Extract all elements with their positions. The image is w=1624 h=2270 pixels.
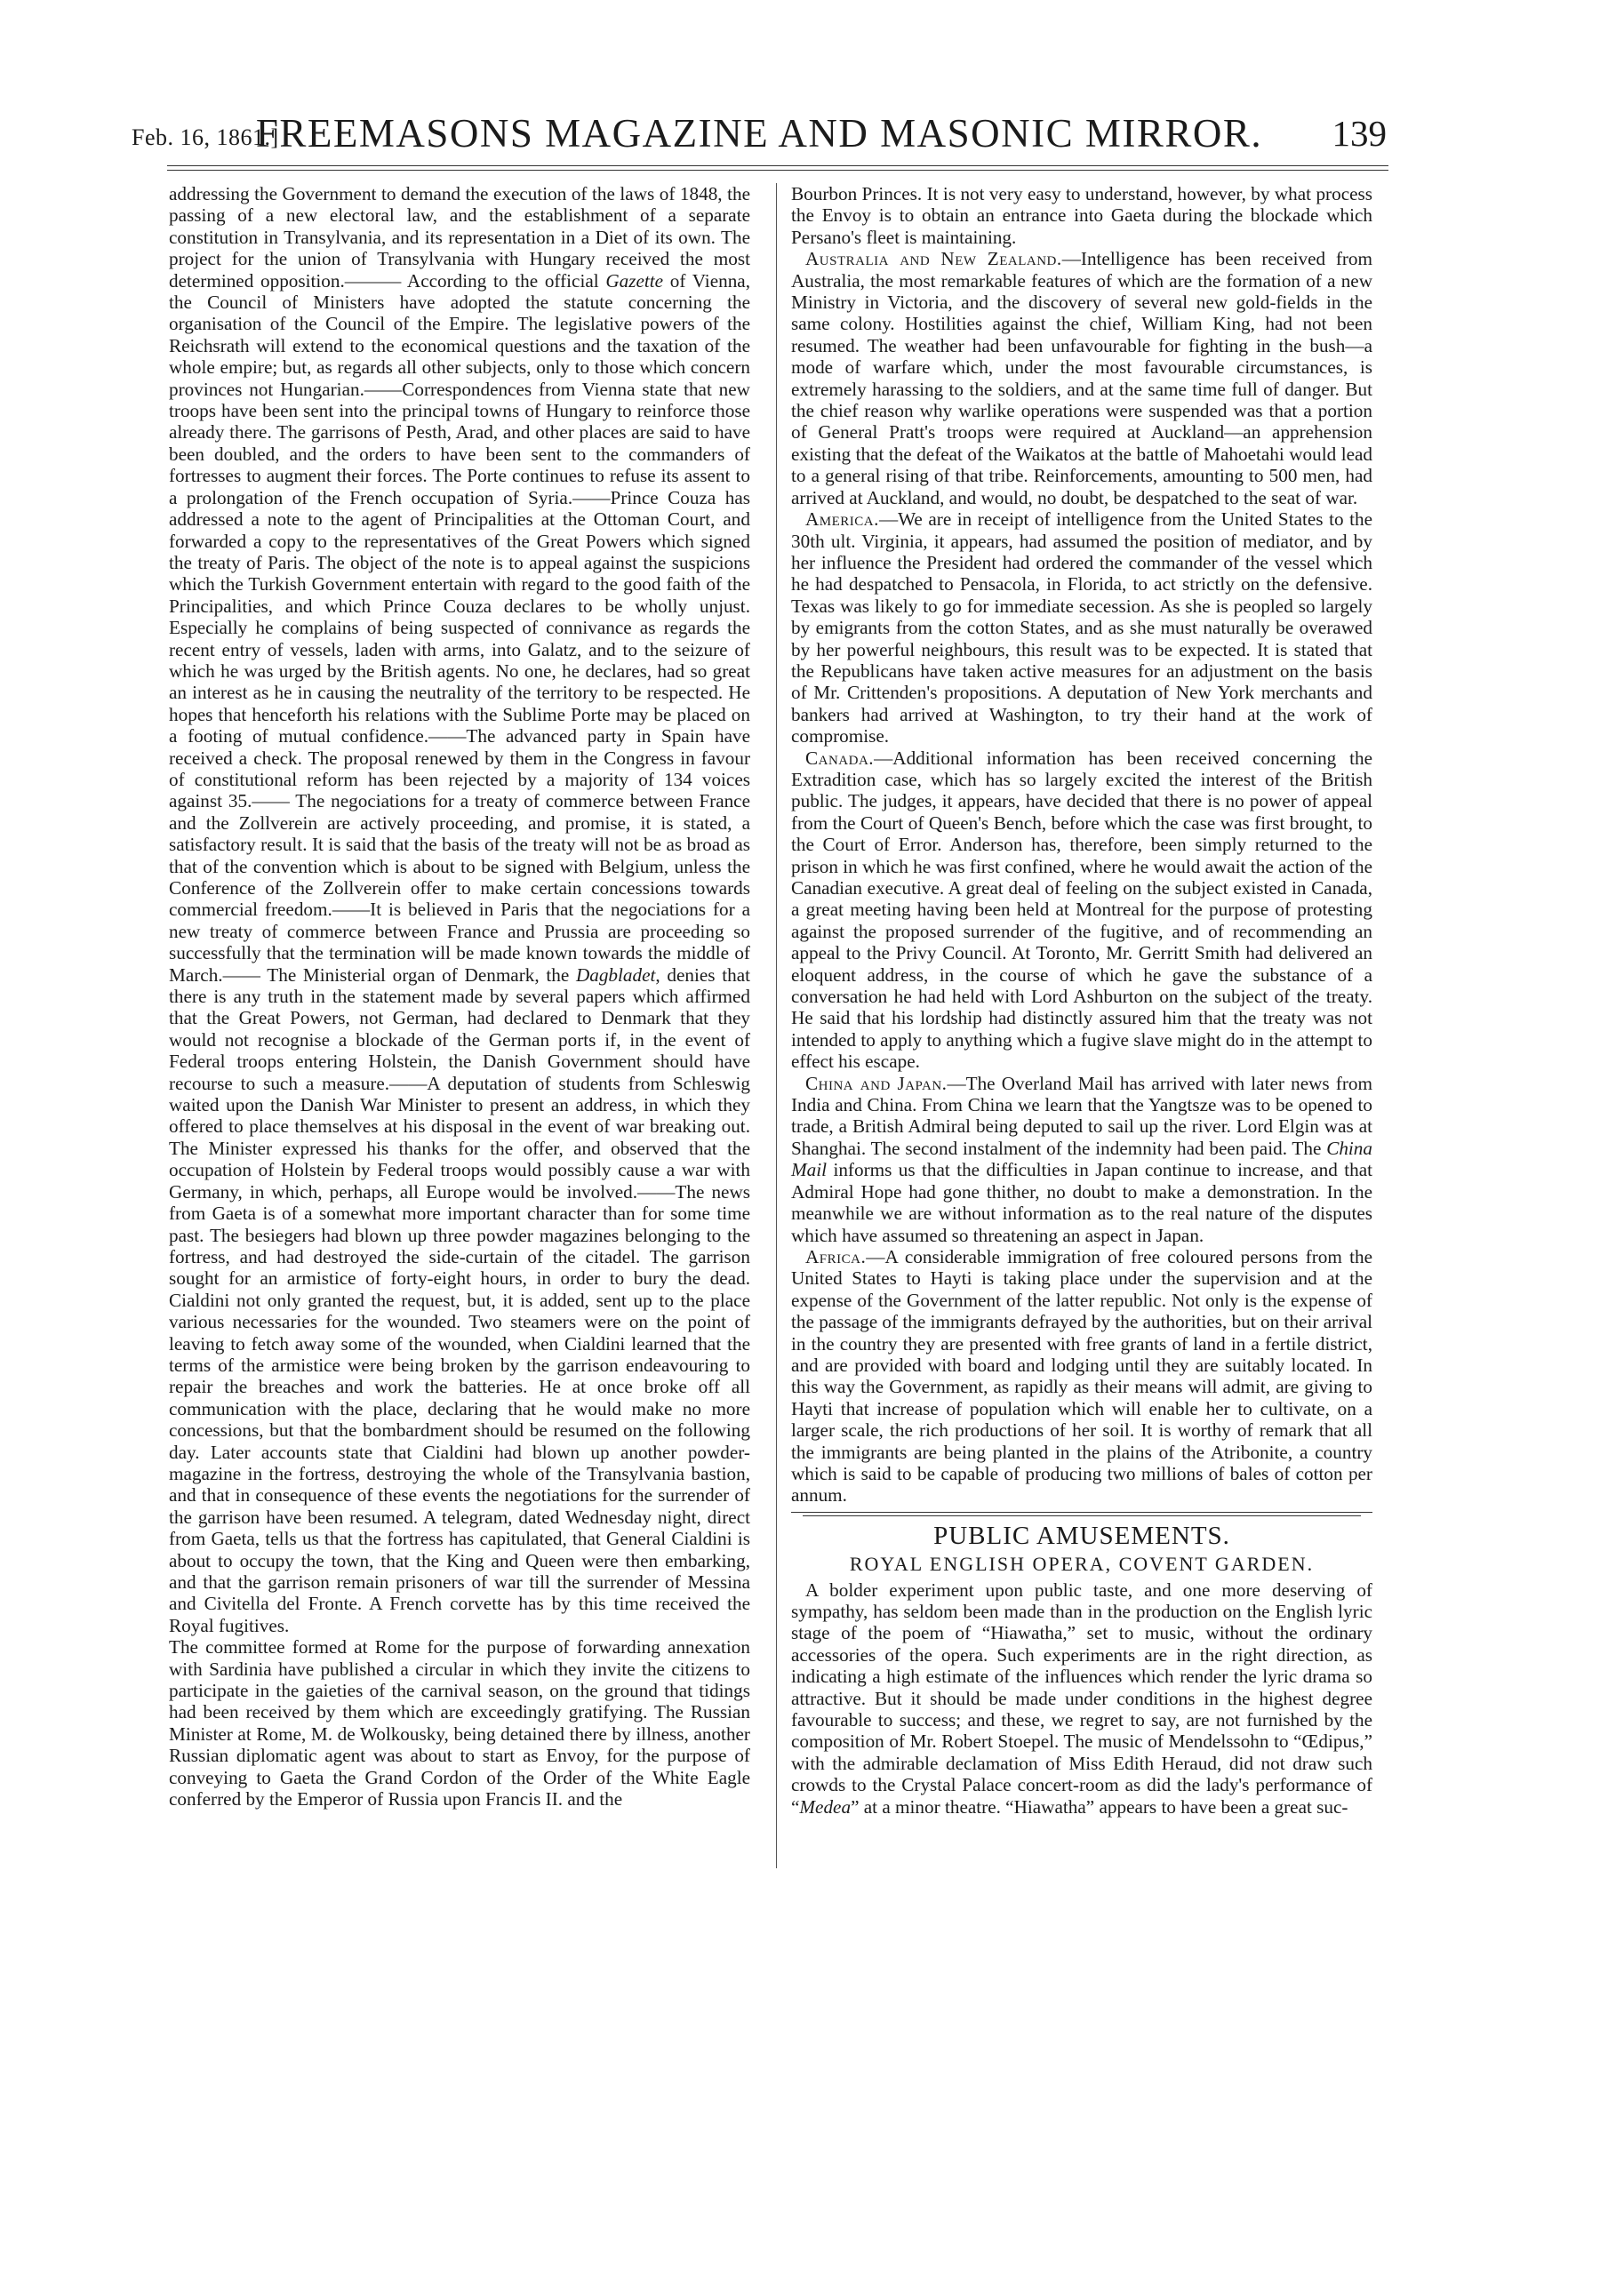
america-paragraph: America.—We are in receipt of intelligence from the United States to the 30th ult. Virginia, it appears, had assumed the position of mediator, and by her influence the President had ordered the commander of the vessel which he had despatched to Pensacola, in Florida, to act strictly on the defensive. Texas was likely to go for immediate secession. As she is peopled so largely by emigrants from the cotton States, and as she must naturally be overawed by her powerful neighbours, this result was to be expected. It is stated that the Republicans have taken active measures for an adjustment on the basis of Mr. Crittenden's propositions. A deputation of New York merchants and bankers had arrived at Washington, to try their hand at the work of compromise. [791,508,1372,747]
foreign-news-paragraph: addressing the Government to demand the execution of the laws of 1848, the passing of a new electoral law, and the establishment of a separate constitution in Transylvania, and its representation in a Diet of its own. The project for the union of Transylvania with Hungary received the most determined opposition.——— According to the official Gazette of Vienna, the Council of Ministers have adopted the statute concerning the organisation of the Council of the Empire. The legislative powers of the Reichsrath will extend to the economical questions and the taxation of the whole empire; but, as regards all other subjects, only to those which concern provinces not Hungarian.——Correspondences from Vienna state that new troops have been sent into the principal towns of Hungary to reinforce those already there. The garrisons of Pesth, Arad, and other places are said to have been doubled, and the orders to have been sent to the commanders of fortresses to augment their forces. The Porte continues to refuse its assent to a prolongation of the French occupation of Syria.——Prince Couza has addressed a note to the agent of Principalities at the Ottoman Court, and forwarded a copy to the representatives of the Great Powers which signed the treaty of Paris. The object of the note is to appeal against the suspicions which the Turkish Government entertain with regard to the good faith of the Principalities, and which Prince Couza declares to be wholly unjust. Especially he complains of being suspected of connivance as regards the recent entry of vessels, laden with arms, into Galatz, and to the seizure of which he was urged by the British agents. No one, he declares, had so great an interest as he in causing the neutrality of the territory to be respected. He hopes that henceforth his relations with the Sublime Porte may be placed on a footing of mutual confidence.——The advanced party in Spain have received a check. The proposal renewed by them in the Congress in favour of constitutional reform has been rejected by a majority of 134 voices against 35.—— The negociations for a treaty of commerce between France and the Zollverein are actively proceeding, and promise, it is stated, a satisfactory result. It is said that the basis of the treaty will not be as broad as that of the convention which is about to be signed with Belgium, unless the Conference of the Zollverein offer to make certain concessions towards commercial freedom.——It is believed in Paris that the negociations for a new treaty of commerce between France and Prussia are proceeding so successfully that the termination will be made known towards the middle of March.—— The Ministerial organ of Denmark, the Dagbladet, denies that there is any truth in the statement made by several papers which affirmed that the Great Powers, not German, had declared to Denmark that they would not recognise a blockade of the German ports if, in the event of Federal troops entering Holstein, the Danish Government should have recourse to such a measure.——A deputation of students from Schleswig waited upon the Danish War Minister to present an address, in which they offered to place themselves at his disposal in the event of war breaking out. The Minister expressed his thanks for the offer, and observed that the occupation of Holstein by Federal troops would possibly cause a war with Germany, in which, perhaps, all Europe would be involved.——The news from Gaeta is of a somewhat more important character than for some time past. The besiegers had blown up three powder magazines belonging to the fortress, and had destroyed the side-curtain of the citadel. The garrison sought for an armistice of forty-eight hours, in order to bury the dead. Cialdini not only granted the request, but, it is added, sent up to the place various necessaries for the wounded. Two steamers were on the point of leaving to fetch away some of the wounded, when Cialdini learned that the terms of the armistice were being broken by the garrison endeavouring to repair the breaches and work the batteries. He at once broke off all communication with the place, declaring that he would make no more concessions, but that the bombardment should be resumed on the following day. Later accounts state that Cialdini had blown up another powder-magazine in the fortress, destroying the whole of the Transylvania bastion, and that in consequence of these events the negotiations for the surrender of the garrison have been resumed. A telegram, dated Wednesday night, direct from Gaeta, tells us that the fortress has capitulated, that General Cialdini is about to occupy the town, that the King and Queen were then embarking, and that the garrison remain prisoners of war till the surrender of Messina and Civitella del Fronte. A French corvette has by this time received the Royal fugitives. [169,183,750,1636]
australia-paragraph: Australia and New Zealand.—Intelligence has been received from Australia, the most remarkable features of which are the formation of a new Ministry in Victoria, and the discovery of several new gold-fields in the same colony. Hostilities against the chief, William King, had not been resumed. The weather had been unfavourable for fighting in the bush—a mode of warfare which, under the most favourable circumstances, is extremely harassing to the soldiers, and at the same time full of danger. But the chief reason why warlike operations were suspended was that a portion of General Pratt's troops were required at Auckland—an apprehension existing that the defeat of the Waikatos at the battle of Mahoetahi would lead to a general rising of that tribe. Reinforcements, amounting to 500 men, had arrived at Auckland, and would, no doubt, be despatched to the seat of war. [791,248,1373,508]
rome-paragraph: The committee formed at Rome for the purpose of forwarding annexation with Sardinia have published a circular in which they invite the citizens to participate in the gaieties of the carnival season, on the ground that tidings had been received by them which are exceedingly gratifying. The Russian Minister at Rome, M. de Wolkousky, being detained there by illness, another Russian diplomatic agent was about to start as Envoy, for the purpose of conveying to Gaeta the Grand Cordon of the Order of the White Eagle conferred by the Emperor of Russia upon Francis II. and the [169,1636,750,1810]
canada-heading: Canada. [805,747,875,769]
header-title: FREEMASONS MAGAZINE AND MASONIC MIRROR. [255,111,1263,156]
page-number: 139 [1332,113,1387,154]
canada-paragraph: Canada.—Additional information has been received concerning the Extradition case, which has so largely excited the interest of the British public. The judges, it appears, have decided that there is no power of appeal from the Court of Queen's Bench, before which the case was first brought, to the Court of Error. Anderson has, therefore, been simply returned to the prison in which he was first confined, where he would await the action of the Canadian executive. A great deal of feeling on the subject existed in Canada, a great meeting having been held at Montreal for the purpose of protesting against the proposed surrender of the fugitive, and of recommending an appeal to the Privy Council. At Toronto, Mr. Gerritt Smith had delivered an eloquent address, in the course of which he gave the substance of a conversation he had held with Lord Ashburton on the subject of the treaty. He said that his lordship had distinctly assured him that the treaty was not intended to apply to anything which a fugive slave might do in the attempt to effect his escape. [791,747,1372,1073]
china-mail-title: China Mail [791,1137,1372,1181]
china-paragraph: China and Japan.—The Overland Mail has arrived with later news from India and China. From China we learn that the Yangtsze was to be opened to trade, a British Admiral being deputed to sail up the river. Lord Elgin was at Shanghai. The second instalment of the indemnity had been paid. The China Mail informs us that the difficulties in Japan continue to increase, and that Admiral Hope had gone thither, no doubt to make a demonstration. In the meanwhile we are without information as to the real nature of the disputes which have assumed so threatening an aspect in Japan. [791,1072,1372,1246]
australia-heading: Australia and New Zealand. [805,248,1062,270]
header-date: Feb. 16, 1861.] [132,124,279,150]
header-rule-bottom [167,170,1388,171]
page-header [132,105,1387,158]
medea-title: Medea [799,1795,852,1818]
section-rule [791,1512,1372,1513]
opera-paragraph: A bolder experiment upon public taste, and one more deserving of sympathy, has seldom been made than in the production on the English lyric stage of the poem of “Hiawatha,” set to music, without the ordinary accessories of the opera. Such experiments are in the right direction, as indicating a high estimate of the influences which render the lyric drama so attractive. But it should be made under conditions in the highest degree favourable to success; and these, we regret to say, are not furnished by the composition of Mr. Robert Stoepel. The music of Mendelssohn to “Œdipus,” with the admirable declamation of Miss Edith Heraud, did not draw such crowds to the Crystal Palace concert-room as did the lady's performance of “Medea” at a minor theatre. “Hiawatha” appears to have been a great suc- [791,1579,1372,1818]
bourbon-paragraph: Bourbon Princes. It is not very easy to understand, however, by what process the Envoy is to obtain an entrance into Gaeta during the blockade which Persano's fleet is maintaining. [791,183,1372,248]
section-rule-short [803,1515,1361,1516]
gazette-title: Gazette [605,269,664,292]
africa-paragraph: Africa.—A considerable immigration of free coloured persons from the United States to Hayti is taking place under the supervision and at the expense of the Government of the latter republic. Not only is the expense of the passage of the immigrants defrayed by the authorities, but on their arrival in the country they are presented with free grants of land in a fertile district, and are provided with board and lodging until they are suitably located. In this way the Government, as rapidly as their means will admit, are giving to Hayti that increase of population which will enable her to cultivate, on a larger scale, the rich productions of her soil. It is worthy of remark that all the immigrants are being planted in the plains of the Atribonite, a country which is said to be capable of producing two millions of bales of cotton per annum. [791,1245,1372,1507]
america-heading: America. [805,508,879,531]
header-rule-top [167,165,1388,166]
china-heading: China and Japan. [805,1072,948,1094]
left-column [169,183,750,1810]
right-column [791,183,1372,1818]
section-title: PUBLIC AMUSEMENTS. [933,1521,1230,1550]
column-divider [776,183,777,1868]
article-subtitle: ROYAL ENGLISH OPERA, COVENT GARDEN. [849,1553,1315,1576]
dagbladet-title: Dagbladet [575,963,656,986]
africa-heading: Africa. [805,1245,867,1267]
